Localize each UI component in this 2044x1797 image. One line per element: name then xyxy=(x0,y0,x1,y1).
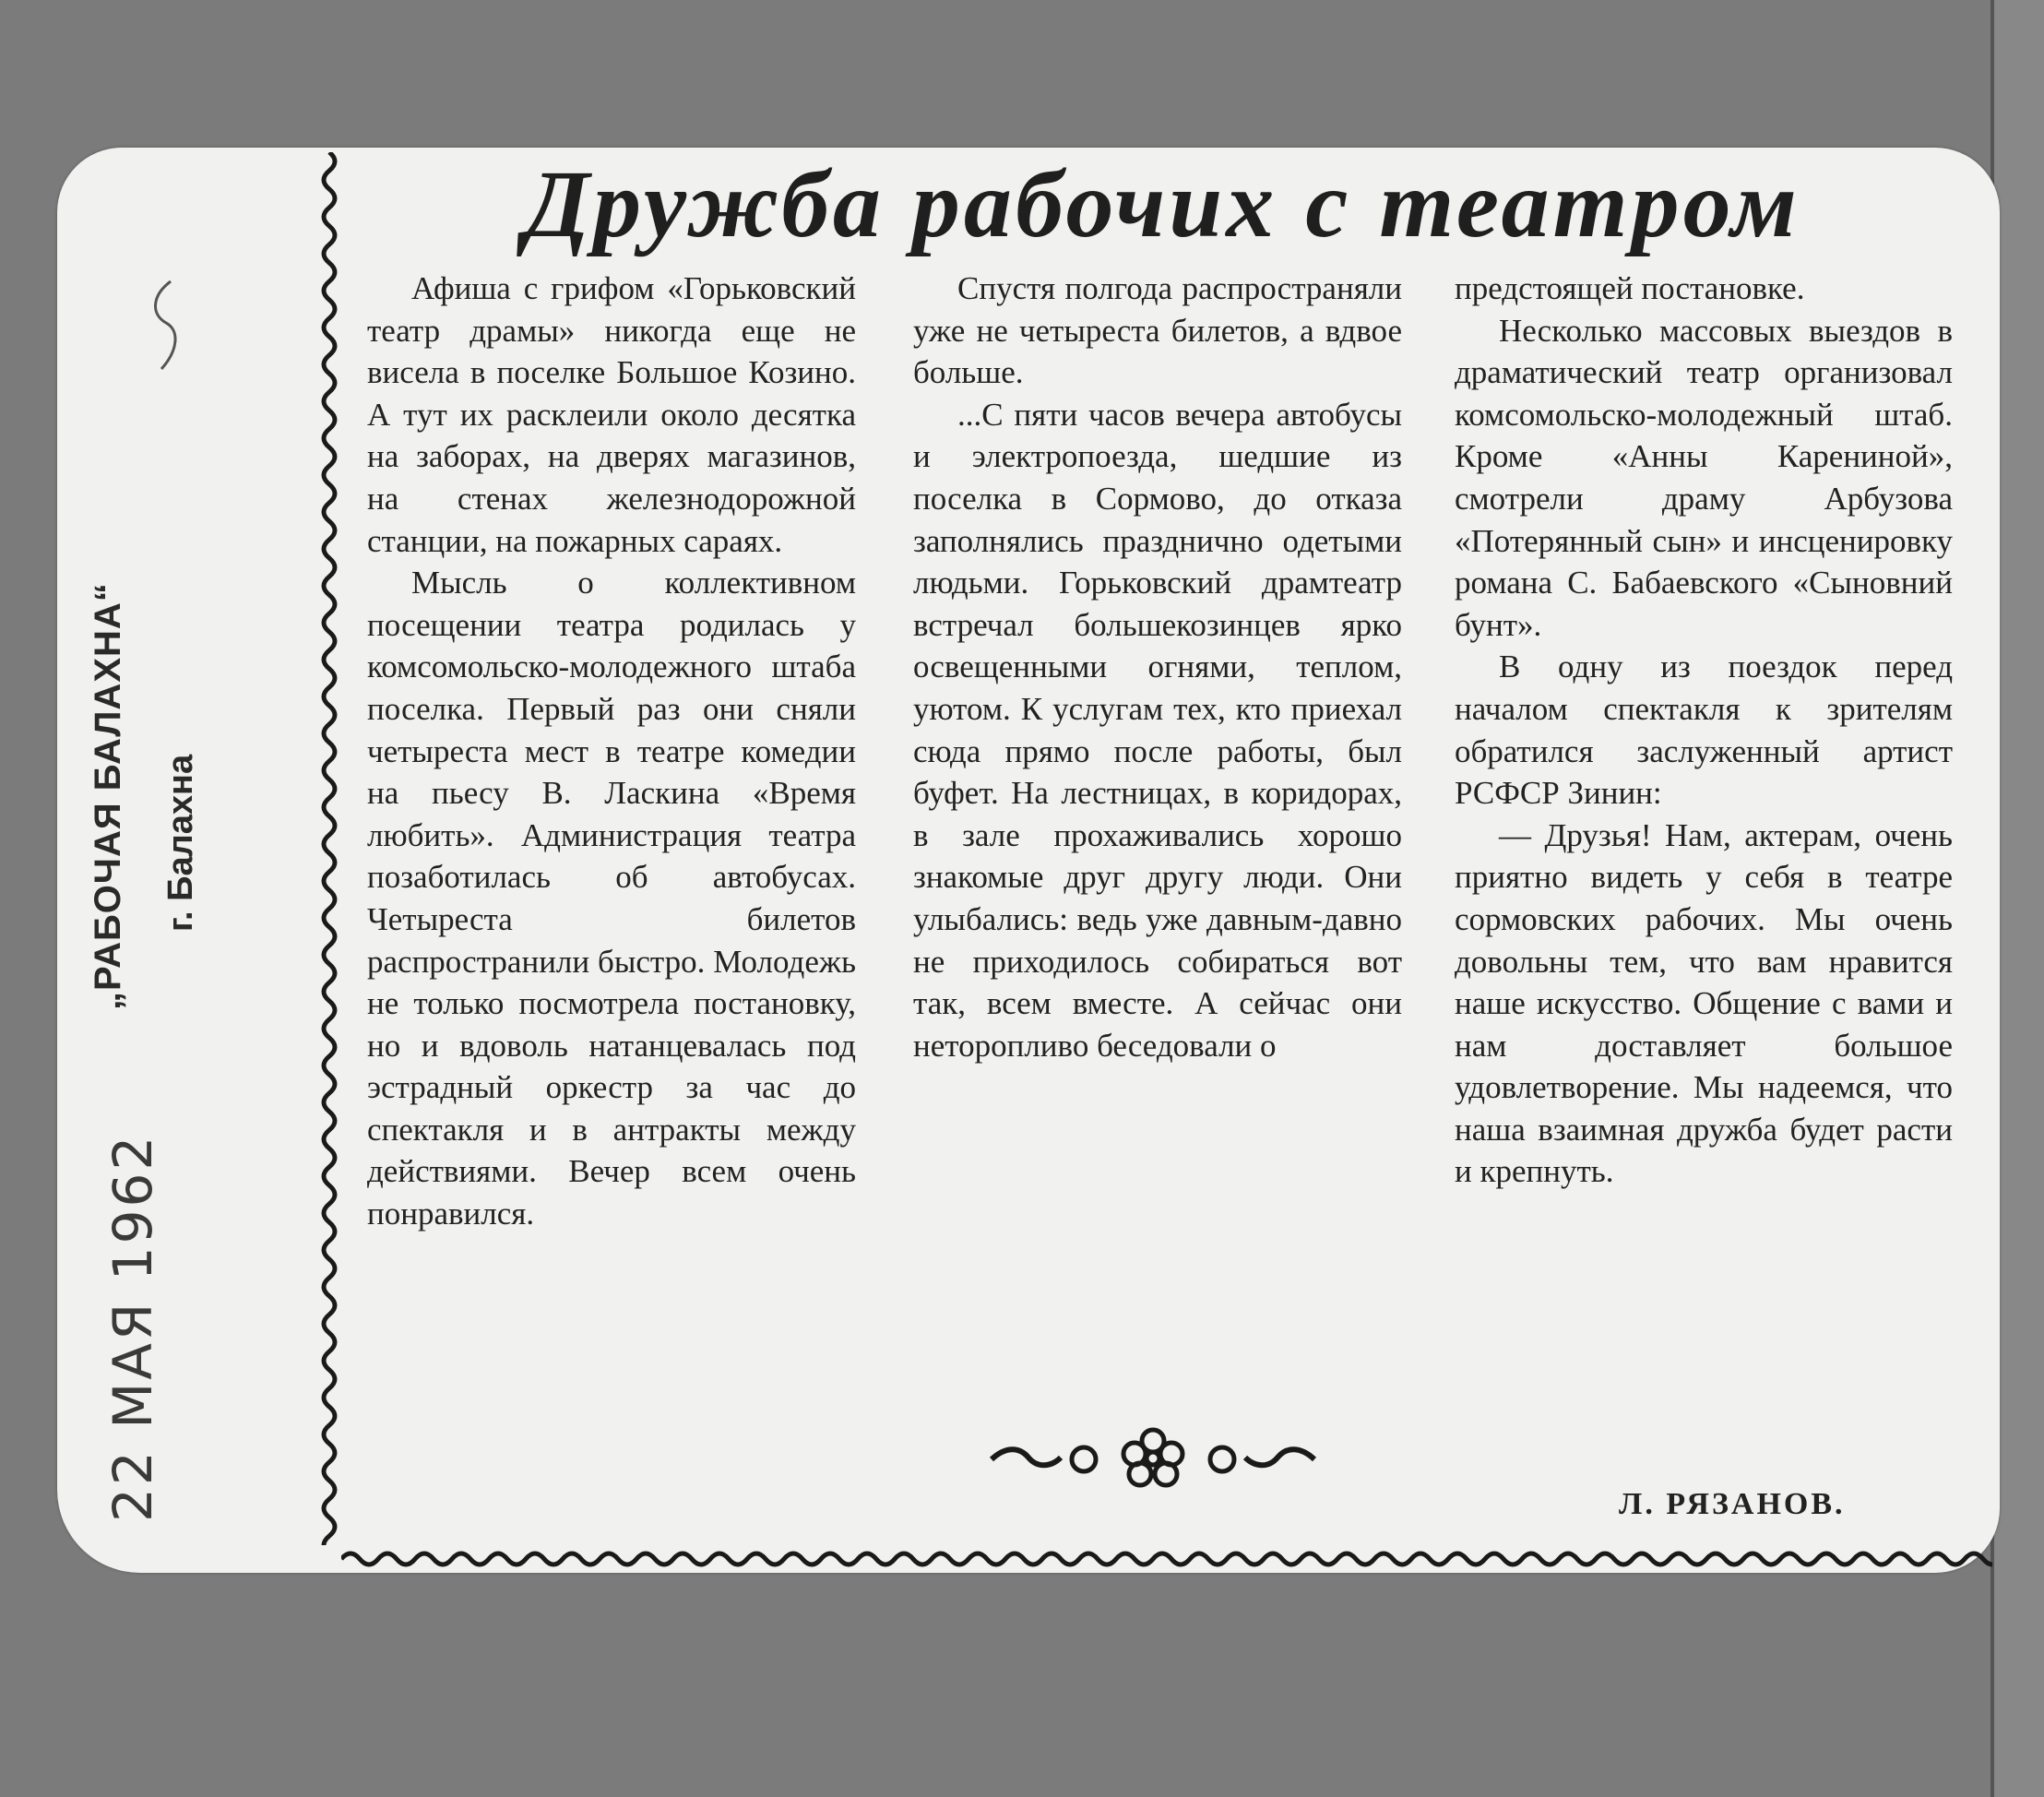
article-column-1 xyxy=(367,268,856,1235)
paragraph: Мысль о коллективном посещении театра родилась у комсомольско-молодежного штаба поселка. Первый раз они сняли четыреста мест в театре комедии на пьесу В. Ласкина «Время любить». Администрация театра позаботилась об автобусах. Четыреста билетов распространили быстро. Молодежь не только посмотрела постановку, но и вдоволь натанцевалась под эстрадный оркестр за час до спектакля и в антракты между действиями. Вечер всем очень понравился. xyxy=(367,565,856,1232)
paragraph: предстоящей постановке. xyxy=(1455,270,1805,306)
wavy-border-left xyxy=(316,152,342,1545)
newspaper-name-stamp: „РАБОЧАЯ БАЛАХНА“ xyxy=(88,582,128,1010)
author-signature: Л. РЯЗАНОВ. xyxy=(1619,1487,1846,1521)
paragraph: ...С пяти часов вечера автобусы и электропоезда, шедшие из поселка в Сормово, до отказа заполнялись празднично одетыми людьми. Горьковский драмтеатр встречал большекозинцев ярко освещенными огнями, теплом, уютом. К услугам тех, кто приехал сюда прямо после работы, был буфет. На лестницах, в коридорах, в зале прохаживались хорошо знакомые друг другу люди. Они улыбались: ведь уже давным-давно не приходилось собираться вот так, всем вместе. А сейчас они неторопливо беседовали о xyxy=(913,396,1402,1064)
paragraph: Афиша с грифом «Горьковский театр драмы» никогда еще не висела в поселке Большое Козино. А тут их расклеили около десятка на заборах, на дверях магазинов, на стенах железнодорожной станции, на пожарных сараях. xyxy=(367,270,856,559)
scan-edge xyxy=(1992,0,2044,1797)
article-column-2 xyxy=(913,268,1402,1066)
date-stamp: 22 МАЯ 1962 xyxy=(101,1133,164,1522)
flower-ornament-icon xyxy=(987,1421,1319,1494)
paragraph: Спустя полгода распространяли уже не четыреста билетов, а вдвое больше. xyxy=(913,270,1402,391)
paragraph: В одну из поездок перед началом спектакля к зрителям обратился заслуженный артист РСФСР Зинин: xyxy=(1455,649,1953,812)
paragraph: Несколько массовых выездов в драматический театр организовал комсомольско-молодежный штаб. Кроме «Анны Карениной», смотрели драму Арбузова «Потерянный сын» и инсценировку романа С. Бабаевского «Сыновний бунт». xyxy=(1455,312,1953,643)
pencil-mark-icon xyxy=(143,277,189,378)
paragraph: — Друзья! Нам, актерам, очень приятно видеть у себя в театре сормовских рабочих. Мы очень довольны тем, что вам нравится наше искусство. Общение с вами и нам доставляет большое удовлетворение. Мы надеемся, что наша взаимная дружба будет расти и крепнуть. xyxy=(1455,816,1953,1190)
headline: Дружба рабочих с театром xyxy=(524,151,1800,257)
wavy-border-bottom xyxy=(341,1546,1992,1572)
article-column-3 xyxy=(1455,268,1953,1193)
city-stamp: г. Балахна xyxy=(161,754,200,932)
